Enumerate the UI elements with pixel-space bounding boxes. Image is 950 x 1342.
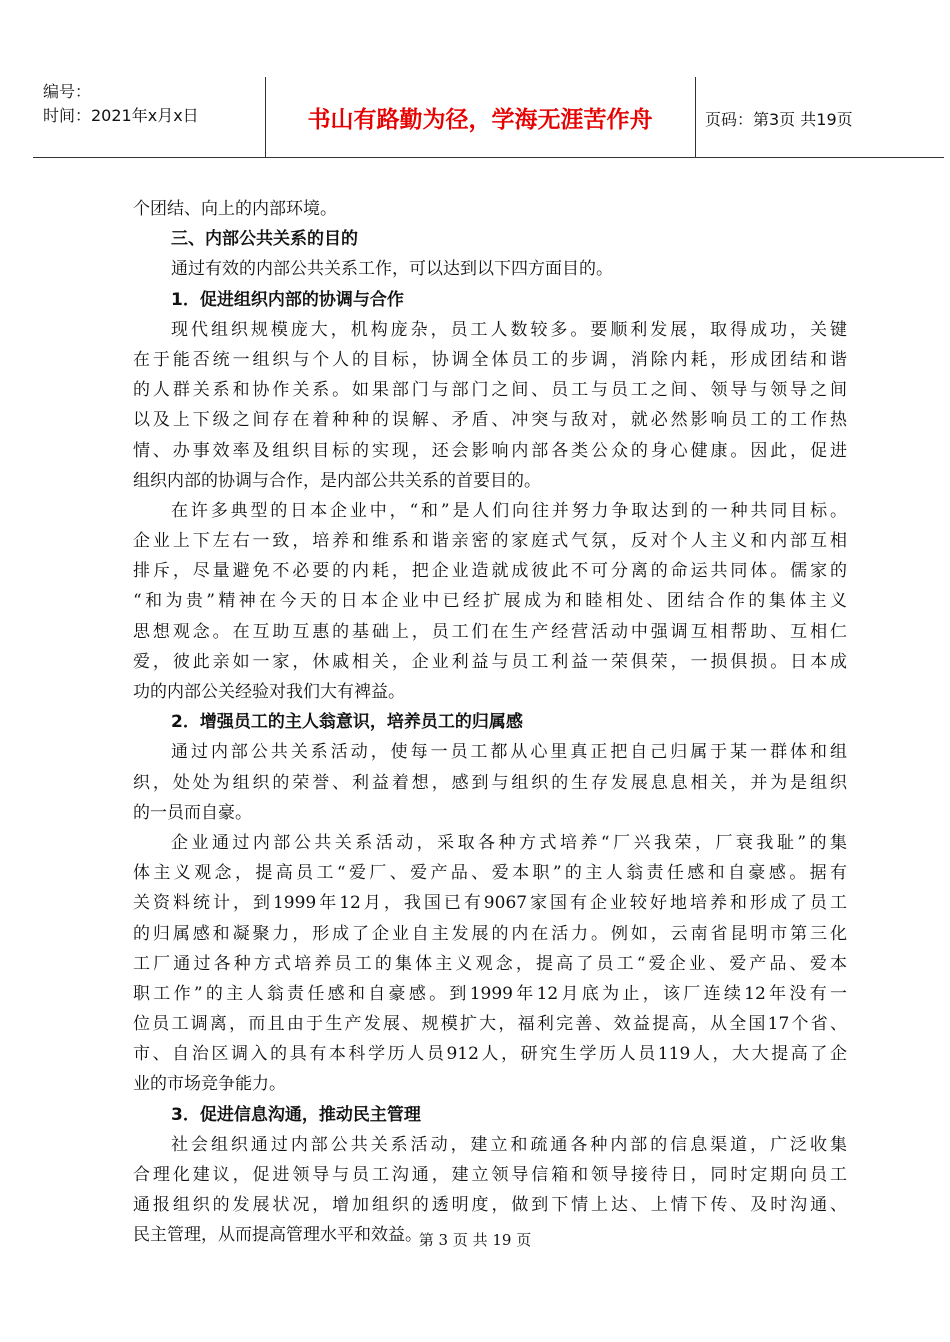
paragraph-line: 通过有效的内部公共关系工作，可以达到以下四方面目的。 xyxy=(171,259,613,280)
paragraph-line: 在许多典型的日本企业中，“和”是人们向往并努力争取达到的一种共同目标。 xyxy=(171,500,847,521)
paragraph-line: 合理化建议，促进领导与员工沟通，建立领导信箱和领导接待日，同时定期向员工 xyxy=(133,1165,847,1185)
header-left-cell xyxy=(33,77,266,157)
paragraph-line: 位员工调离，而且由于生产发展、规模扩大，福利完善、效益提高，从全国17个省、 xyxy=(133,1014,847,1035)
paragraph-line: 思想观念。在互助互惠的基础上，员工们在生产经营活动中强调互相帮助、互相仁 xyxy=(133,621,847,642)
paragraph-line: 的归属感和凝聚力，形成了企业自主发展的内在活力。例如，云南省昆明市第三化 xyxy=(133,923,847,944)
paragraph-line: 业的市场竞争能力。 xyxy=(133,1074,286,1095)
section-heading: 3．促进信息沟通，推动民主管理 xyxy=(171,1104,421,1125)
page-footer: 第 3 页 共 19 页 xyxy=(418,1231,532,1249)
paragraph-line: 企业通过内部公共关系活动，采取各种方式培养“厂兴我荣，厂衰我耻”的集 xyxy=(171,832,847,853)
paragraph-line: 通过内部公共关系活动，使每一员工都从心里真正把自己归属于某一群体和组 xyxy=(171,742,847,763)
paragraph-line: 情、办事效率及组织目标的实现，还会影响内部各类公众的身心健康。因此，促进 xyxy=(133,440,847,461)
paragraph-line: 排斥，尽量避免不必要的内耗，把企业造就成彼此不可分离的命运共同体。儒家的 xyxy=(133,561,847,582)
paragraph-line: 社会组织通过内部公共关系活动，建立和疏通各种内部的信息渠道，广泛收集 xyxy=(171,1134,847,1155)
paragraph-line: 民主管理，从而提高管理水平和效益。 xyxy=(133,1225,422,1246)
paragraph-line: 在于能否统一组织与个人的目标，协调全体员工的步调，消除内耗，形成团结和谐 xyxy=(133,349,847,370)
document-body xyxy=(133,194,847,1251)
paragraph-line: 企业上下左右一致，培养和维系和谐亲密的家庭式气氛，反对个人主义和内部互相 xyxy=(133,531,847,552)
paragraph-line: 职工作”的主人翁责任感和自豪感。到1999年12月底为止，该厂连续12年没有一 xyxy=(133,983,847,1004)
paragraph-line: 体主义观念，提高员工“爱厂、爱产品、爱本职”的主人翁责任感和自豪感。据有 xyxy=(133,863,847,884)
paragraph-line: 现代组织规模庞大，机构庞杂，员工人数较多。要顺利发展，取得成功，关键 xyxy=(171,319,847,340)
section-heading: 1．促进组织内部的协调与合作 xyxy=(171,289,404,310)
paragraph-line: 组织内部的协调与合作，是内部公共关系的首要目的。 xyxy=(133,470,541,491)
header-table xyxy=(33,77,944,158)
section-heading: 三、内部公共关系的目的 xyxy=(171,229,358,250)
section-heading: 2．增强员工的主人翁意识，培养员工的归属感 xyxy=(171,712,523,733)
paragraph-line: 的一员而自豪。 xyxy=(133,802,252,823)
header-right-cell xyxy=(695,77,944,157)
paragraph-line: 织，处处为组织的荣誉、利益着想，感到与组织的生存发展息息相关，并为是组织 xyxy=(133,772,847,793)
paragraph-line: 市、自治区调入的具有本科学历人员912人，研究生学历人员119人，大大提高了企 xyxy=(133,1044,847,1065)
paragraph-line: 的人群关系和协作关系。如果部门与部门之间、员工与员工之间、领导与领导之间 xyxy=(133,380,847,401)
paragraph-line: 爱，彼此亲如一家，休戚相关，企业利益与员工利益一荣俱荣，一损俱损。日本成 xyxy=(133,651,847,672)
paragraph-line: “和为贵”精神在今天的日本企业中已经扩展成为和睦相处、团结合作的集体主义 xyxy=(133,591,847,612)
paragraph-line: 通报组织的发展状况，增加组织的透明度，做到下情上达、上情下传、及时沟通、 xyxy=(133,1195,847,1216)
document-time-label: 时间：2021年x月x日 xyxy=(43,106,199,125)
paragraph-line: 关资料统计，到1999年12月，我国已有9067家国有企业较好地培养和形成了员工 xyxy=(133,893,847,914)
header-center-cell xyxy=(265,77,696,157)
document-number-label: 编号： xyxy=(43,82,92,101)
paragraph-line: 功的内部公关经验对我们大有裨益。 xyxy=(133,682,405,702)
header-motto: 书山有路勤为径，学海无涯苦作舟 xyxy=(307,107,653,133)
paragraph-line: 个团结、向上的内部环境。 xyxy=(133,199,337,219)
paragraph-line: 以及上下级之间存在着种种的误解、矛盾、冲突与敌对，就必然影响员工的工作热 xyxy=(133,410,847,431)
header-page-info: 页码：第3页 共19页 xyxy=(705,110,853,129)
paragraph-line: 工厂通过各种方式培养员工的集体主义观念，提高了员工“爱企业、爱产品、爱本 xyxy=(133,953,847,974)
